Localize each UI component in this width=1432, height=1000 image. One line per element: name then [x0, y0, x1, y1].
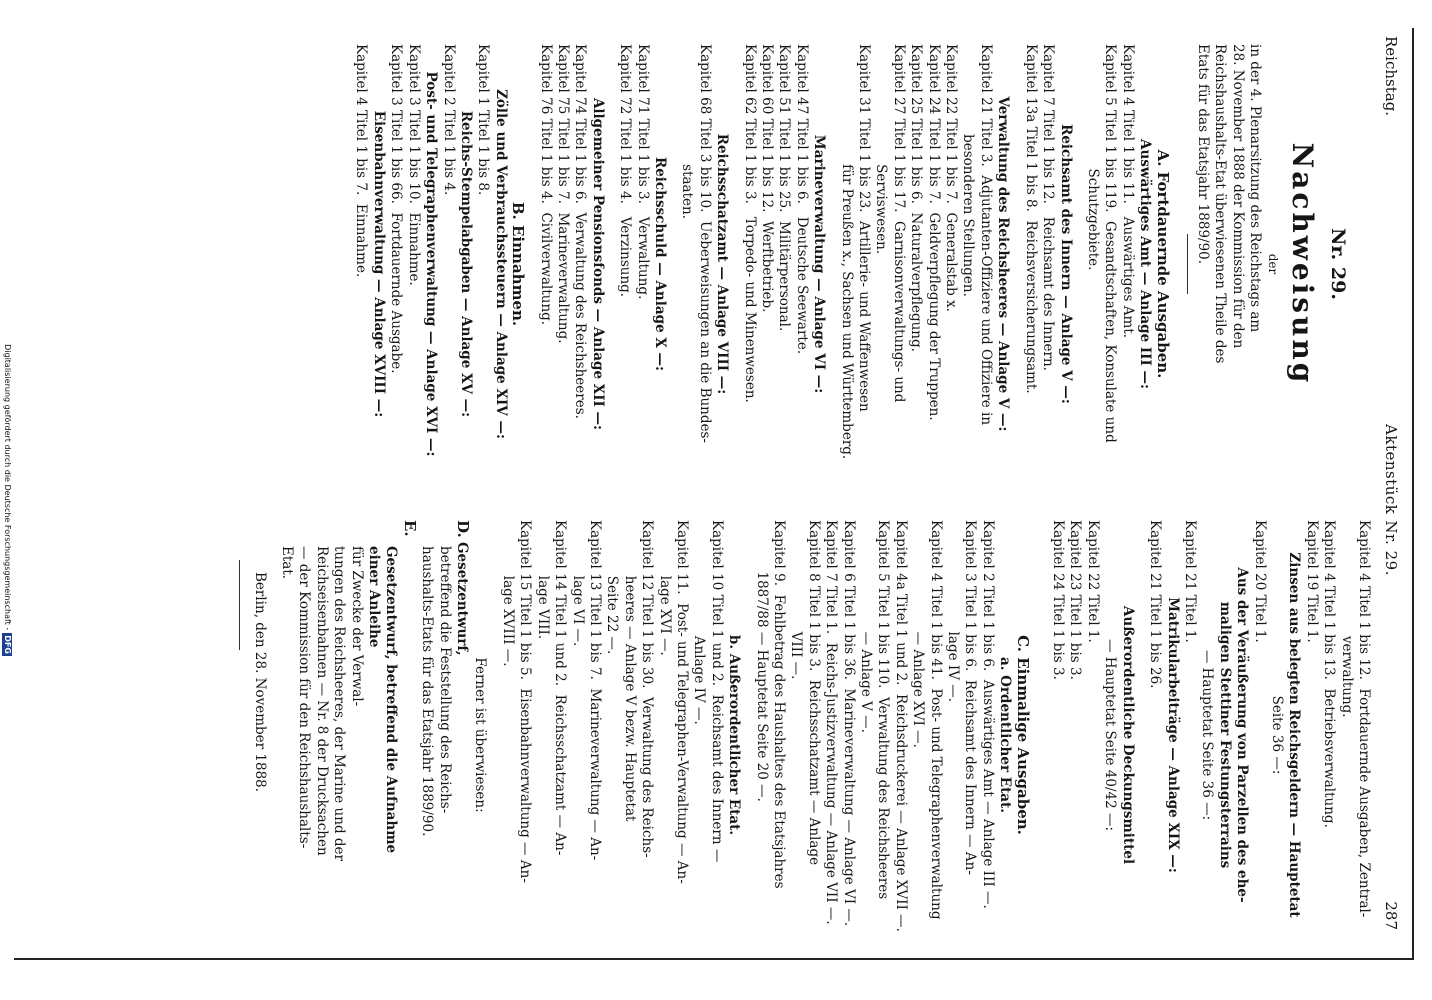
section-d-line: betreffend die Feststellung des Reichs-	[436, 546, 453, 814]
ord-line: Kapitel 7 Titel 1. Reichs-Justizverwaltung — Anlage VII —.	[823, 520, 840, 925]
zins-line: Kapitel 20 Titel 1.	[1251, 520, 1268, 643]
divider	[1187, 234, 1188, 294]
ud-line-group	[1049, 520, 1101, 950]
ri-line: Kapitel 13a Titel 1 bis 8. Reichsversicherungsamt.	[1022, 44, 1039, 394]
pf-line: Kapitel 75 Titel 1 bis 7. Marineverwaltung.	[554, 44, 571, 344]
section-e-line: tungen des Reichsheeres, der Marine und der	[331, 546, 348, 861]
section-d-label: D.	[454, 520, 473, 538]
section-d-line-group	[418, 520, 453, 950]
header-middle-prefix: Aktenstück	[1382, 424, 1400, 515]
right-column	[239, 520, 1372, 950]
rh-line: für Preußen x., Sachsen und Württemberg.	[838, 44, 855, 460]
rh-line: Kapitel 24 Titel 1 bis 7. Geldverpflegung der Truppen.	[925, 44, 942, 421]
aa-line: Schutzgebiete.	[1084, 44, 1101, 271]
section-e-title-line-group	[365, 520, 400, 950]
auss-line: Kapitel 11. Post- und Telegraphen-Verwaltung — An-	[673, 520, 690, 884]
eb-line-group	[352, 44, 369, 484]
right-top-line: Kapitel 4 Titel 1 bis 12. Fortdauernde Ausgaben, Zentral-	[1356, 520, 1372, 918]
aa-line-group	[1084, 44, 1136, 484]
pt-line: Kapitel 3 Titel 1 bis 10. Einnahme.	[405, 44, 422, 286]
section-d-line: haushalts-Etats für das Etatsjahr 1889/90.	[419, 546, 436, 837]
auss-line: heeres — Anlage V bezw. Hauptetat	[621, 520, 638, 822]
section-e-line: Etat.	[279, 546, 296, 580]
ord-line: Kapitel 9. Fehlbetrag des Haushaltes des Etatsjahres	[771, 520, 787, 889]
rh-line: besonderen Stellungen.	[960, 44, 977, 297]
mv-line: Kapitel 47 Titel 1 bis 6. Deutsche Seewarte.	[793, 44, 810, 355]
date-line: Berlin, den 28. November 1888.	[251, 572, 268, 793]
auss-line: Seite 22 —.	[604, 520, 621, 655]
sd-line: Kapitel 71 Titel 1 bis 3. Verwaltung.	[634, 44, 651, 300]
zv-heading: Zölle und Verbrauchssteuern — Anlage XIV —:	[492, 89, 509, 439]
ud-sub: — Hauptetat Seite 40/42 —:	[1102, 638, 1119, 832]
mat-heading: Matrikularbeiträge — Anlage XIX —:	[1164, 597, 1181, 873]
rh-line-group	[837, 44, 994, 484]
auss-line: Kapitel 10 Titel 1 und 2. Reichsamt des Innern —	[708, 520, 725, 863]
auss-line: Kapitel 15 Titel 1 bis 5. Eisenbahnverwaltung — An-	[517, 520, 534, 883]
dfg-logo: DFG	[3, 635, 12, 654]
verau-heading-line: Aus der Veräußerung von Parzellen des ehe-	[1234, 567, 1251, 903]
section-e-title-line: einer Anleihe	[366, 546, 383, 648]
ord-line: lage IV —.	[945, 520, 962, 703]
auss-line: lage XVI —.	[656, 520, 673, 656]
section-b-heading: B. Einnahmen.	[509, 201, 528, 327]
section-d	[453, 520, 471, 950]
digitization-text: Digitalisierung gefördert durch die Deutsche Forschungsgemeinschaft -	[3, 344, 12, 631]
intro-line: 28. November 1888 der Kommission für den	[1229, 44, 1246, 349]
aa-line: Kapitel 5 Titel 1 bis 119. Gesandtschaften, Konsulate und	[1102, 44, 1119, 443]
right-top-line-group	[1302, 520, 1372, 950]
ord-line: Kapitel 2 Titel 1 bis 6. Auswärtiges Amt — Anlage III —.	[979, 520, 996, 909]
zins-sub: Seite 36 —:	[1268, 695, 1285, 775]
section-e-title-line: Gesetzentwurf, betreffend die Aufnahme	[383, 546, 400, 854]
ri-heading: Reichsamt des Innern — Anlage V —:	[1057, 124, 1074, 404]
mv-line: Kapitel 62 Titel 1 bis 3. Torpedo- und Minenwesen.	[741, 44, 758, 403]
aa-heading: Auswärtiges Amt — Anlage III —:	[1137, 139, 1154, 389]
ord-line: VIII —.	[788, 520, 805, 680]
zv-line: Kapitel 1 Titel 1 bis 8.	[475, 44, 492, 196]
pf-line: Kapitel 76 Titel 1 bis 4. Civilverwaltung.	[537, 44, 554, 326]
pf-line: Kapitel 74 Titel 1 bis 6. Verwaltung des Reichsheeres.	[572, 44, 589, 419]
pf-heading: Allgemeiner Pensionsfonds — Anlage XII —:	[589, 97, 606, 431]
right-top-line: verwaltung.	[1338, 520, 1355, 718]
st-line-group	[439, 44, 456, 484]
ord-line: — Anlage XVI —.	[910, 520, 927, 748]
ud-line: Kapitel 23 Titel 1 bis 3.	[1067, 520, 1084, 680]
ord-line: — Anlage V —.	[858, 520, 875, 733]
st-line: Kapitel 2 Titel 1 bis 4.	[440, 44, 457, 196]
rh-line: Kapitel 22 Titel 1 bis 7. Generalstab x.	[943, 44, 960, 312]
auss-line: lage VIII.	[534, 520, 551, 640]
rh-line: Kapitel 21 Titel 3. Adjutanten-Offiziere und Offiziere in	[977, 44, 994, 426]
section-e	[399, 520, 417, 950]
ord-heading: a. Ordentlicher Etat.	[997, 656, 1014, 813]
rh-line: Serviswesen.	[873, 44, 890, 255]
ud-line: Kapitel 24 Titel 1 bis 3.	[1050, 520, 1067, 680]
ud-line: Kapitel 22 Titel 1.	[1084, 520, 1101, 643]
document-number: Nr. 29.	[1327, 228, 1349, 300]
zv-line-group	[474, 44, 491, 484]
header-middle-number: Nr. 29.	[1382, 520, 1400, 576]
section-a-heading: A. Fortdauernde Ausgaben.	[1153, 149, 1172, 379]
section-e-line: Reichseisenbahnen — Nr. 8 der Drucksachen	[313, 546, 330, 856]
page-number-text: 287	[1382, 901, 1400, 930]
pt-line: Kapitel 3 Titel 1 bis 66. Fortdauernde Ausgabe.	[388, 44, 405, 374]
ord-line: Kapitel 8 Titel 1 bis 3. Reichsschatzamt — Anlage	[805, 520, 822, 866]
ord-line: 1887/88 — Hauptetat Seite 20 —.	[753, 520, 770, 802]
verau-line: Kapitel 21 Titel 1.	[1181, 520, 1198, 643]
auss-line: Kapitel 12 Titel 1 bis 30. Verwaltung des Reichs-	[639, 520, 656, 858]
ord-line: Kapitel 6 Titel 1 bis 36. Marineverwaltung — Anlage VI —.	[840, 520, 857, 927]
rh-line: Kapitel 25 Titel 1 bis 6. Naturalverpflegung.	[908, 44, 925, 352]
eb-line: Kapitel 4 Titel 1 bis 7. Einnahme.	[353, 44, 370, 278]
mat-line: Kapitel 21 Titel 1 bis 26.	[1147, 520, 1164, 689]
mv-line-group	[740, 44, 810, 484]
rs-line: staaten.	[679, 44, 696, 220]
mat-line-group	[1146, 520, 1163, 950]
verau-heading-line: maligen Stettiner Festungsterrains	[1216, 601, 1233, 869]
ferner-line: Ferner ist überwiesen:	[472, 657, 489, 813]
header-middle	[1382, 380, 1400, 620]
intro-line: in der 4. Plenarsitzung des Reichstags am	[1247, 44, 1264, 333]
ord-line: Kapitel 3 Titel 1 bis 6. Reichsamt des Innern — An-	[962, 520, 979, 875]
aa-line: Kapitel 4 Titel 1 bis 11. Auswärtiges Amt.	[1119, 44, 1136, 339]
section-e-line: für Zwecke der Verwal-	[348, 546, 365, 707]
mv-heading: Marineverwaltung — Anlage VI —:	[811, 134, 828, 394]
ord-line: Kapitel 4 Titel 1 bis 41. Post- und Telegraphenverwaltung	[927, 520, 944, 920]
verau-sub: — Hauptetat Seite 36 —:	[1199, 649, 1216, 821]
ri-line: Kapitel 7 Titel 1 bis 12. Reichsamt des Innern.	[1040, 44, 1057, 371]
intro-line: Reichshaushalts-Etat überwiesenen Theile des	[1212, 44, 1229, 364]
ord-line-group	[752, 520, 996, 950]
rh-heading: Verwaltung des Reichsheeres — Anlage V —:	[995, 96, 1012, 432]
top-rule	[1412, 28, 1414, 958]
verau-line-group	[1181, 520, 1198, 950]
section-e-line-group	[278, 520, 365, 950]
rs-line: Kapitel 68 Titel 3 bis 10. Ueberweisungen an die Bundes-	[696, 44, 713, 443]
pt-heading: Post- und Telegraphenverwaltung — Anlage XVI —:	[423, 71, 440, 457]
intro-line: Etats für das Etatsjahr 1889/90.	[1194, 44, 1211, 265]
mv-line: Kapitel 60 Titel 1 bis 12. Werftbetrieb.	[759, 44, 776, 313]
right-top-line: Kapitel 19 Titel 1.	[1303, 520, 1320, 643]
section-c-heading: C. Einmalige Ausgaben.	[1013, 635, 1032, 835]
zins-heading: Zinsen aus belegten Reichsgeldern — Hauptetat	[1286, 552, 1303, 918]
document-title: Nachweisung	[1285, 142, 1319, 386]
ud-heading: Außerordentliche Deckungsmittel	[1119, 605, 1136, 865]
title-der: der	[1265, 253, 1280, 275]
pf-line-group	[536, 44, 588, 484]
digitization-note	[0, 0, 14, 1000]
intro-block	[1194, 44, 1264, 484]
auss-line-group	[499, 520, 725, 950]
auss-line: Kapitel 13 Titel 1 bis 7. Marineverwaltung — An-	[586, 520, 603, 861]
rh-line: Kapitel 27 Titel 1 bis 17. Garnisonverwaltungs- und	[890, 44, 907, 403]
header-left: Reichstag.	[1382, 36, 1400, 117]
mv-line: Kapitel 51 Titel 1 bis 25. Militärpersonal.	[776, 44, 793, 332]
pt-line-group	[387, 44, 422, 484]
st-heading: Reichs-Stempelabgaben — Anlage XV —:	[457, 110, 474, 418]
sd-heading: Reichsschuld — Anlage X —:	[652, 156, 668, 372]
eb-heading: Eisenbahnverwaltung — Anlage XVIII —:	[370, 110, 387, 418]
auss-line: Kapitel 14 Titel 1 und 2. Reichsschatzamt — An-	[552, 520, 569, 856]
sd-line: Kapitel 72 Titel 1 bis 4. Verzinsung.	[617, 44, 634, 298]
ord-line: Kapitel 4a Titel 1 und 2. Reichsdruckerei — Anlage XVII —.	[892, 520, 909, 932]
rs-line-group	[678, 44, 713, 484]
right-top-line: Kapitel 4 Titel 1 bis 13. Betriebsverwaltung.	[1321, 520, 1338, 828]
left-column	[352, 44, 1372, 484]
section-e-line: — der Kommission für den Reichshaushalts-	[296, 546, 313, 849]
auss-line: lage XVIII —.	[499, 520, 516, 667]
auss-line: Anlage IV —.	[691, 520, 708, 725]
auss-line: lage VI —.	[569, 520, 586, 647]
verau-heading-line-group	[1215, 520, 1250, 950]
closing-rule	[239, 560, 240, 650]
auss-heading: b. Außerordentlicher Etat.	[726, 634, 743, 836]
ord-line: Kapitel 5 Titel 1 bis 110. Verwaltung des Reichsheeres	[875, 520, 892, 900]
rs-heading: Reichsschatzamt — Anlage VIII —:	[714, 133, 731, 395]
section-d-title: Gesetzentwurf,	[454, 542, 471, 656]
sd-line-group	[616, 44, 651, 484]
side-rule	[4, 958, 1414, 960]
rh-line: Kapitel 31 Titel 1 bis 23. Artillerie- und Waffenwesen	[856, 44, 873, 412]
section-e-label: E.	[400, 520, 419, 537]
ri-line-group	[1021, 44, 1056, 484]
zins-line-group	[1250, 520, 1267, 950]
